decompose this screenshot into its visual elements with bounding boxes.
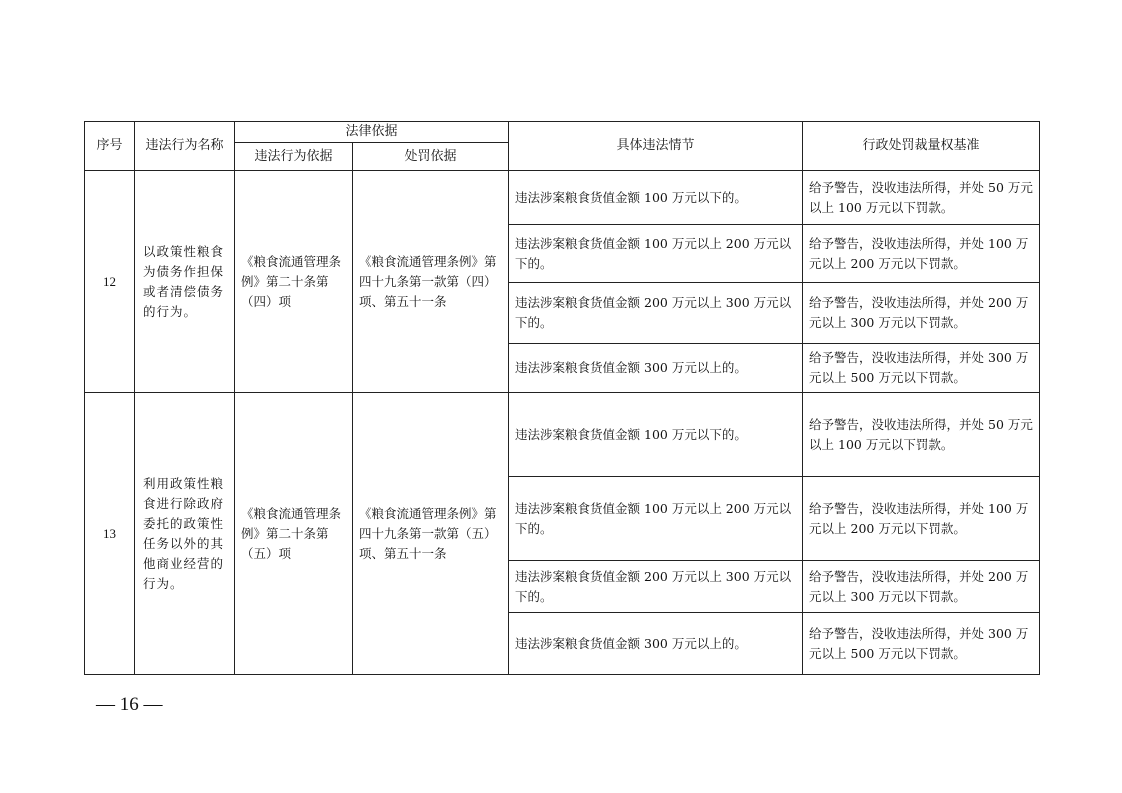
- discretion-standard: 给予警告，没收违法所得，并处 100 万元以上 200 万元以下罚款。: [803, 477, 1040, 561]
- table-row: [85, 393, 1040, 477]
- table-row: [85, 171, 1040, 225]
- header-legal-basis: 法律依据: [235, 122, 509, 143]
- penalty-basis: 《粮食流通管理条例》第四十九条第一款第（四）项、第五十一条: [353, 171, 509, 393]
- violation-detail: 违法涉案粮食货值金额 100 万元以上 200 万元以下的。: [509, 477, 803, 561]
- violation-name: 以政策性粮食为债务作担保或者清偿债务的行为。: [135, 171, 235, 393]
- violation-detail: 违法涉案粮食货值金额 100 万元以上 200 万元以下的。: [509, 225, 803, 283]
- header-penalty-basis: 处罚依据: [353, 143, 509, 171]
- discretion-standard: 给予警告，没收违法所得，并处 200 万元以上 300 万元以下罚款。: [803, 283, 1040, 344]
- discretion-standard: 给予警告，没收违法所得，并处 200 万元以上 300 万元以下罚款。: [803, 561, 1040, 613]
- violation-detail: 违法涉案粮食货值金额 200 万元以上 300 万元以下的。: [509, 561, 803, 613]
- penalty-basis: 《粮食流通管理条例》第四十九条第一款第（五）项、第五十一条: [353, 393, 509, 675]
- violation-basis: 《粮食流通管理条例》第二十条第（四）项: [235, 171, 353, 393]
- discretion-standard: 给予警告，没收违法所得，并处 300 万元以上 500 万元以下罚款。: [803, 613, 1040, 675]
- violation-basis: 《粮食流通管理条例》第二十条第（五）项: [235, 393, 353, 675]
- header-details: 具体违法情节: [509, 122, 803, 171]
- violation-detail: 违法涉案粮食货值金额 200 万元以上 300 万元以下的。: [509, 283, 803, 344]
- violation-detail: 违法涉案粮食货值金额 100 万元以下的。: [509, 393, 803, 477]
- header-seq: 序号: [85, 122, 135, 171]
- header-standard: 行政处罚裁量权基准: [803, 122, 1040, 171]
- header-violation-name: 违法行为名称: [135, 122, 235, 171]
- header-violation-basis: 违法行为依据: [235, 143, 353, 171]
- discretion-standard: 给予警告，没收违法所得，并处 300 万元以上 500 万元以下罚款。: [803, 344, 1040, 393]
- discretion-standard: 给予警告，没收违法所得，并处 50 万元以上 100 万元以下罚款。: [803, 171, 1040, 225]
- discretion-standard: 给予警告，没收违法所得，并处 100 万元以上 200 万元以下罚款。: [803, 225, 1040, 283]
- row-seq: 12: [85, 171, 135, 393]
- row-seq: 13: [85, 393, 135, 675]
- penalty-discretion-table: [84, 121, 1040, 675]
- violation-detail: 违法涉案粮食货值金额 300 万元以上的。: [509, 613, 803, 675]
- violation-name: 利用政策性粮食进行除政府委托的政策性任务以外的其他商业经营的行为。: [135, 393, 235, 675]
- discretion-standard: 给予警告，没收违法所得，并处 50 万元以上 100 万元以下罚款。: [803, 393, 1040, 477]
- page-number: — 16 —: [96, 694, 163, 715]
- violation-detail: 违法涉案粮食货值金额 100 万元以下的。: [509, 171, 803, 225]
- violation-detail: 违法涉案粮食货值金额 300 万元以上的。: [509, 344, 803, 393]
